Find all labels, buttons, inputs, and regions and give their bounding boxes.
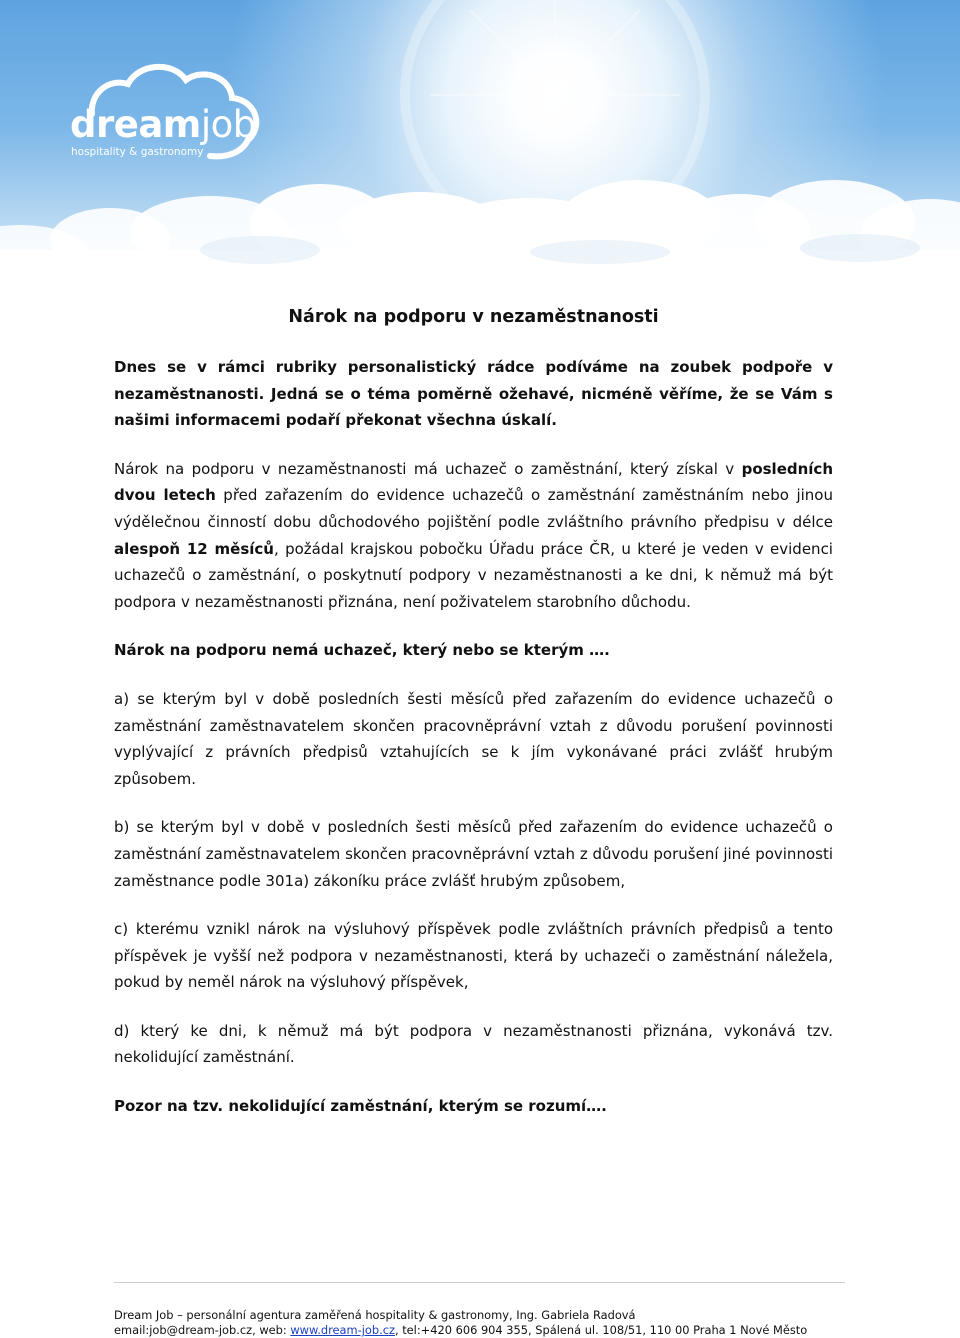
logo-word-light: job [200, 103, 256, 146]
document-body [114, 300, 833, 1120]
footer-email: email:job@dream-job.cz, web: [114, 1323, 291, 1337]
no-claim-heading: Nárok na podporu nemá uchazeč, který nebo se kterým …. [114, 641, 610, 660]
list-item-b: b) se kterým byl v době v posledních šesti měsíců před zařazením do evidence uchazečů o zaměstnání zaměstnavatelem skončen pracovněprávní vztah z důvodu porušení jiné povinnosti zaměstnance podle 301a) zákoníku práce zvlášť hrubým způsobem, [114, 818, 833, 890]
logo-word-bold: dream [70, 103, 201, 146]
footer [114, 1308, 807, 1338]
eligibility-paragraph [114, 456, 833, 616]
eligibility-bold-period: posledních dvou letech [114, 459, 833, 505]
footer-web-link[interactable]: www.dream-job.cz [290, 1323, 395, 1337]
non-colliding-heading: Pozor na tzv. nekolidující zaměstnání, kterým se rozumí…. [114, 1097, 607, 1116]
document-title: Nárok na podporu v nezaměstnanosti [288, 307, 659, 327]
footer-contact-details: , tel:+420 606 904 355, Spálená ul. 108/51, 110 00 Praha 1 Nové Město [394, 1323, 808, 1337]
logo-wordmark [70, 103, 256, 146]
footer-company-line: Dream Job – personální agentura zaměřená hospitality & gastronomy, Ing. Gabriela Radová [114, 1308, 636, 1322]
footer-contact-line [114, 1323, 807, 1338]
list-item-d: d) který ke dni, k němuž má být podpora v nezaměstnanosti přiznána, vykonává tzv. nekolidující zaměstnání. [114, 1021, 833, 1067]
eligibility-text-2: před zařazením do evidence uchazečů o zaměstnání zaměstnáním nebo jinou výdělečnou činností dobu důchodového pojištění podle zvláštního právního předpisu v délce [114, 486, 833, 531]
header-banner [0, 0, 960, 280]
eligibility-text-3: , požádal krajskou pobočku Úřadu práce ČR, u které je veden v evidenci uchazečů o zaměstnání, o poskytnutí podpory v nezaměstnanosti a ke dni, k němuž má být podpora v nezaměstnanosti přiznána, není poživatelem starobního důchodu. [114, 539, 833, 611]
logo-tagline: hospitality & gastronomy [71, 146, 204, 158]
dreamjob-logo [60, 62, 270, 172]
intro-paragraph: Dnes se v rámci rubriky personalistický rádce podíváme na zoubek podpoře v nezaměstnanosti. Jedná se o téma poměrně ožehavé, nicméně věříme, že se Vám s našimi informacemi podaří překonat všechna úskalí. [114, 358, 833, 430]
list-item-c: c) kterému vznikl nárok na výsluhový příspěvek podle zvláštních právních předpisů a tento příspěvek je vyšší než podpora v nezaměstnanosti, která by uchazeči o zaměstnání náležela, pokud by neměl nárok na výsluhový příspěvek, [114, 920, 833, 992]
eligibility-text-1: Nárok na podporu v nezaměstnanosti má uchazeč o zaměstnání, který získal v [114, 459, 742, 478]
footer-divider [114, 1282, 845, 1283]
list-item-a: a) se kterým byl v době posledních šesti měsíců před zařazením do evidence uchazečů o zaměstnání zaměstnavatelem skončen pracovněprávní vztah z důvodu porušení povinnosti vyplývající z právních předpisů vztahujících se k jím vykonávané práci zvlášť hrubým způsobem. [114, 689, 833, 788]
eligibility-bold-duration: alespoň 12 měsíců [114, 539, 274, 558]
